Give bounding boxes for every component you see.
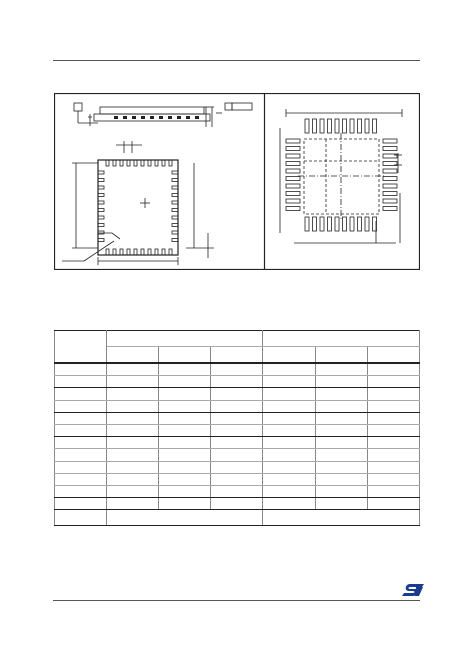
pad bbox=[286, 162, 300, 166]
dimension-value-cell bbox=[107, 388, 159, 400]
pad bbox=[358, 217, 362, 231]
dimension-value-cell bbox=[211, 388, 263, 400]
dimension-value-cell bbox=[263, 424, 315, 436]
pad bbox=[383, 199, 397, 203]
dimension-symbol-cell bbox=[55, 376, 107, 388]
dimension-symbol-cell bbox=[55, 363, 107, 376]
dimension-value-cell bbox=[263, 449, 315, 461]
dimension-value-cell bbox=[367, 412, 419, 424]
group-header-left bbox=[107, 331, 263, 347]
dimension-value-cell bbox=[159, 437, 211, 449]
dimension-value-cell bbox=[315, 473, 367, 485]
pad bbox=[286, 154, 300, 158]
dimension-value-cell bbox=[367, 424, 419, 436]
pad bbox=[172, 216, 178, 219]
land-pattern bbox=[280, 109, 402, 243]
dimension-value-cell bbox=[211, 437, 263, 449]
table-row bbox=[55, 498, 420, 510]
pad bbox=[98, 239, 104, 242]
subheader-cell bbox=[211, 347, 263, 364]
pad bbox=[106, 160, 109, 166]
dimension-value-cell bbox=[315, 388, 367, 400]
dimension-value-cell bbox=[211, 449, 263, 461]
pad bbox=[305, 119, 309, 133]
pad bbox=[286, 147, 300, 151]
dimension-symbol-cell bbox=[55, 388, 107, 400]
dimension-value-cell bbox=[367, 498, 419, 510]
pad bbox=[328, 119, 332, 133]
pad bbox=[172, 239, 178, 242]
table-row bbox=[55, 461, 420, 473]
pad bbox=[286, 184, 300, 188]
dimension-value-cell bbox=[367, 437, 419, 449]
pad bbox=[169, 160, 172, 166]
dimension-value-cell bbox=[107, 400, 159, 412]
pad bbox=[120, 160, 123, 166]
dimensions-table bbox=[54, 330, 420, 526]
pad bbox=[98, 194, 104, 197]
dimension-value-cell bbox=[159, 412, 211, 424]
pad bbox=[172, 171, 178, 174]
pad bbox=[286, 169, 300, 173]
pad bbox=[148, 160, 151, 166]
pad bbox=[383, 192, 397, 196]
dimension-symbol-cell bbox=[55, 424, 107, 436]
table-row bbox=[55, 388, 420, 400]
dimension-symbol-cell bbox=[55, 400, 107, 412]
dimension-value-cell bbox=[263, 400, 315, 412]
table-row bbox=[55, 449, 420, 461]
pad bbox=[286, 177, 300, 181]
pad bbox=[123, 116, 127, 119]
dimension-value-cell bbox=[159, 424, 211, 436]
pad bbox=[350, 119, 354, 133]
subheader-cell bbox=[315, 347, 367, 364]
pad bbox=[350, 217, 354, 231]
table-row bbox=[55, 363, 420, 376]
dimension-value-cell bbox=[263, 461, 315, 473]
dimension-value-cell bbox=[211, 485, 263, 497]
dimension-value-cell bbox=[107, 510, 263, 526]
pad bbox=[286, 192, 300, 196]
dimension-symbol-cell bbox=[55, 449, 107, 461]
table-row bbox=[55, 510, 420, 526]
pad bbox=[383, 147, 397, 151]
dimension-value-cell bbox=[211, 424, 263, 436]
dimension-symbol-cell bbox=[55, 498, 107, 510]
pad bbox=[343, 119, 347, 133]
dimension-value-cell bbox=[315, 400, 367, 412]
dimension-value-cell bbox=[367, 388, 419, 400]
dimension-value-cell bbox=[107, 424, 159, 436]
table-row bbox=[55, 424, 420, 436]
pad bbox=[286, 199, 300, 203]
pad bbox=[169, 249, 172, 255]
pad bbox=[365, 217, 369, 231]
pad bbox=[134, 249, 137, 255]
pad bbox=[113, 249, 116, 255]
dimension-symbol-cell bbox=[55, 412, 107, 424]
dimension-value-cell bbox=[55, 510, 107, 526]
dimension-value-cell bbox=[211, 412, 263, 424]
dimension-value-cell bbox=[263, 498, 315, 510]
top-view bbox=[62, 141, 214, 265]
package-drawing-figure bbox=[54, 93, 420, 270]
pad bbox=[383, 184, 397, 188]
subheader-cell bbox=[107, 347, 159, 364]
dimension-value-cell bbox=[211, 473, 263, 485]
pad bbox=[343, 217, 347, 231]
pad bbox=[383, 177, 397, 181]
pad bbox=[141, 160, 144, 166]
dimension-value-cell bbox=[211, 461, 263, 473]
pad bbox=[373, 119, 377, 133]
pad bbox=[113, 160, 116, 166]
pad bbox=[120, 249, 123, 255]
group-header-right bbox=[263, 331, 420, 347]
pad bbox=[172, 201, 178, 204]
dimension-value-cell bbox=[159, 449, 211, 461]
dimension-value-cell bbox=[263, 376, 315, 388]
dimension-value-cell bbox=[107, 498, 159, 510]
dimension-value-cell bbox=[315, 461, 367, 473]
pad bbox=[313, 217, 317, 231]
dimension-value-cell bbox=[159, 461, 211, 473]
pad bbox=[141, 249, 144, 255]
pad bbox=[150, 116, 154, 119]
pad bbox=[134, 160, 137, 166]
dimension-value-cell bbox=[367, 363, 419, 376]
pad bbox=[286, 139, 300, 143]
dimension-value-cell bbox=[159, 376, 211, 388]
dimension-symbol-cell bbox=[55, 473, 107, 485]
dimension-value-cell bbox=[367, 449, 419, 461]
dimension-value-cell bbox=[211, 376, 263, 388]
pad bbox=[186, 116, 190, 119]
dimension-value-cell bbox=[159, 473, 211, 485]
pad bbox=[365, 119, 369, 133]
dimension-value-cell bbox=[315, 449, 367, 461]
dimension-value-cell bbox=[107, 363, 159, 376]
dimension-value-cell bbox=[315, 363, 367, 376]
pad bbox=[172, 186, 178, 189]
dimension-value-cell bbox=[315, 498, 367, 510]
pad bbox=[98, 224, 104, 227]
pad bbox=[195, 116, 199, 119]
pad bbox=[127, 160, 130, 166]
dimension-value-cell bbox=[263, 363, 315, 376]
pad bbox=[155, 249, 158, 255]
pad bbox=[98, 201, 104, 204]
header-rule bbox=[53, 60, 420, 61]
pad bbox=[172, 194, 178, 197]
dimension-value-cell bbox=[211, 363, 263, 376]
pad bbox=[383, 207, 397, 211]
pad bbox=[335, 119, 339, 133]
pad bbox=[162, 249, 165, 255]
pad bbox=[98, 186, 104, 189]
pad bbox=[383, 139, 397, 143]
thermal-pad bbox=[304, 139, 379, 214]
dimension-value-cell bbox=[159, 485, 211, 497]
dimension-value-cell bbox=[367, 473, 419, 485]
pad bbox=[168, 116, 172, 119]
pad bbox=[127, 249, 130, 255]
pad bbox=[106, 249, 109, 255]
pad bbox=[162, 160, 165, 166]
table-row bbox=[55, 412, 420, 424]
dimension-value-cell bbox=[263, 388, 315, 400]
pad bbox=[159, 116, 163, 119]
subheader-cell bbox=[367, 347, 419, 364]
dimension-value-cell bbox=[263, 437, 315, 449]
pad bbox=[358, 119, 362, 133]
pad bbox=[98, 231, 104, 234]
package-drawing bbox=[54, 93, 420, 270]
dimension-value-cell bbox=[107, 437, 159, 449]
package-outline bbox=[98, 160, 178, 255]
dimension-value-cell bbox=[315, 412, 367, 424]
pad bbox=[305, 217, 309, 231]
pad bbox=[172, 209, 178, 212]
datum-box bbox=[74, 103, 82, 111]
dimension-value-cell bbox=[315, 424, 367, 436]
dimension-value-cell bbox=[107, 485, 159, 497]
dimension-value-cell bbox=[263, 510, 420, 526]
dimension-value-cell bbox=[263, 473, 315, 485]
pad bbox=[114, 116, 118, 119]
dimension-value-cell bbox=[315, 376, 367, 388]
pad bbox=[172, 231, 178, 234]
dimension-value-cell bbox=[367, 461, 419, 473]
pad bbox=[98, 179, 104, 182]
dimension-symbol-cell bbox=[55, 437, 107, 449]
pad bbox=[286, 207, 300, 211]
pad bbox=[383, 169, 397, 173]
dimension-value-cell bbox=[315, 437, 367, 449]
dimension-header bbox=[55, 331, 107, 364]
pad bbox=[172, 179, 178, 182]
dimension-value-cell bbox=[211, 498, 263, 510]
pad bbox=[320, 217, 324, 231]
dimension-value-cell bbox=[367, 376, 419, 388]
dimension-value-cell bbox=[211, 400, 263, 412]
pad bbox=[177, 116, 181, 119]
dimension-value-cell bbox=[159, 388, 211, 400]
table-row bbox=[55, 485, 420, 497]
pad bbox=[132, 116, 136, 119]
table-row bbox=[55, 437, 420, 449]
side-view bbox=[74, 103, 252, 127]
pad bbox=[155, 160, 158, 166]
table-row bbox=[55, 473, 420, 485]
dimension-value-cell bbox=[107, 449, 159, 461]
dimension-value-cell bbox=[263, 412, 315, 424]
dimension-value-cell bbox=[159, 363, 211, 376]
table-row bbox=[55, 376, 420, 388]
dimension-symbol-cell bbox=[55, 461, 107, 473]
pad bbox=[141, 116, 145, 119]
dimension-value-cell bbox=[107, 412, 159, 424]
dimension-value-cell bbox=[367, 400, 419, 412]
pad bbox=[98, 216, 104, 219]
pad bbox=[172, 224, 178, 227]
side-body bbox=[100, 107, 204, 114]
st-logo-icon bbox=[401, 583, 425, 597]
footer-rule bbox=[53, 600, 420, 601]
dimension-symbol-cell bbox=[55, 485, 107, 497]
dimension-value-cell bbox=[159, 498, 211, 510]
pad bbox=[335, 217, 339, 231]
pad bbox=[148, 249, 151, 255]
table-row bbox=[55, 400, 420, 412]
pad bbox=[98, 209, 104, 212]
dimension-value-cell bbox=[263, 485, 315, 497]
dimension-value-cell bbox=[107, 461, 159, 473]
subheader-cell bbox=[159, 347, 211, 364]
pad bbox=[328, 217, 332, 231]
pad bbox=[320, 119, 324, 133]
pad bbox=[313, 119, 317, 133]
dimensions-table-body bbox=[55, 363, 420, 526]
subheader-cell bbox=[263, 347, 315, 364]
dimension-value-cell bbox=[107, 473, 159, 485]
pad bbox=[98, 171, 104, 174]
dimension-value-cell bbox=[315, 485, 367, 497]
dimension-value-cell bbox=[107, 376, 159, 388]
dimension-value-cell bbox=[367, 485, 419, 497]
dimension-value-cell bbox=[159, 400, 211, 412]
